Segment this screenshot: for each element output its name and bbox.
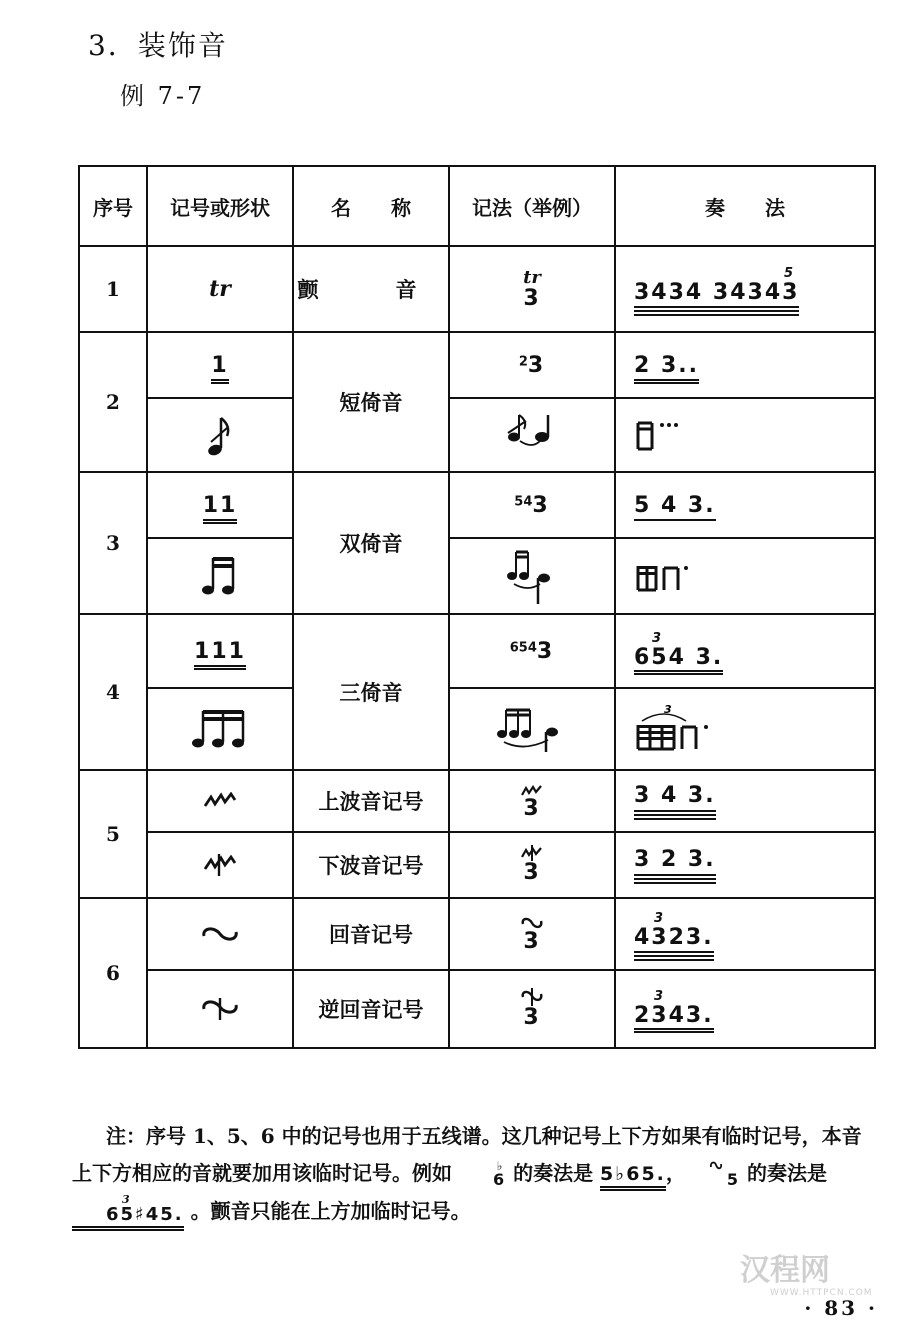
performance-text: 3 2 3. [634,847,716,884]
note-example-2-perf-wrap [72,1194,184,1230]
main-note: 3 [536,638,555,664]
row-name: 上波音记号 [293,770,449,832]
note-example-1 [459,1160,506,1189]
table-row [79,614,875,688]
note-example-2 [693,1160,740,1189]
grace-digit-symbol: 111 [194,639,246,670]
note-example-1-performance: 5♭65. [600,1163,666,1191]
section-heading: 3．装饰音 [88,29,228,62]
grace-digit-symbol: 11 [203,493,238,524]
row-num: 5 [79,770,147,898]
performance-text: 2 3.. [634,353,699,384]
row-num: 1 [79,246,147,332]
lower-mordent-icon [147,832,293,898]
example-label: 例 7-7 [120,82,206,110]
sixteenth-notes-icon [147,538,293,614]
turn-icon [147,898,293,970]
performance-cell [615,970,875,1048]
notation-cell [449,832,615,898]
table-row [79,332,875,398]
row-num: 6 [79,898,147,1048]
rhythm-performance-icon [615,688,875,770]
note-text-1: 注：序号 1、5、6 中的记号也用于五线谱。这几种记号上下方如果有临时记号，本音上下方相应的音就要加用该临时记号。例如 [72,1124,862,1185]
trill-symbol: tr [147,246,293,332]
notation-cell [449,770,615,832]
performance-text: 3 4 3. [634,783,716,820]
double-grace-staff-icon [449,538,615,614]
main-note: 3 [532,492,550,518]
main-note: 3 [527,352,546,378]
main-note: 3 [523,286,541,312]
performance-text: 654 3. [634,646,723,675]
turn-icon [520,916,544,930]
watermark-url: WWW.HTTPCN.COM [770,1288,873,1298]
performance-cell [615,246,875,332]
page-number: · 83 · [804,1296,878,1320]
tuplet-number: 5 [784,266,794,282]
upper-mordent-icon [147,770,293,832]
table-header-row [79,166,875,246]
tuplet-number: 3 [122,1193,130,1207]
row-name: 颤 音 [293,246,449,332]
grace-staff-icon [449,398,615,472]
performance-cell [615,770,875,832]
notation-cell [449,246,615,332]
performance-text: 4323. [634,926,714,961]
thirtysecond-notes-icon [147,688,293,770]
rhythm-performance-icon [615,538,875,614]
svg-text:3: 3 [664,703,672,716]
table-row [79,832,875,898]
flat-icon: ♭ [496,1158,503,1173]
grace-note: 654 [509,640,537,656]
table-row [79,688,875,770]
row-name: 双倚音 [293,472,449,614]
notation-cell [449,898,615,970]
sharp-turn-icon [709,1160,723,1172]
footnote: 注：序号 1、5、6 中的记号也用于五线谱。这几种记号上下方如果有临时记号，本音上下方相应的音就要加用该临时记号。例如 ♭ 6 的奏法是 5♭65.， 5 的奏法是 3 65♯45. 。颤音只能在上方加临时记号。 [72,1118,872,1231]
lower-mordent-icon [521,845,543,861]
performance-cell [615,832,875,898]
grace-digit-symbol: 1 [211,353,228,384]
header-notation: 记法（举例） [449,166,615,246]
header-name: 名 称 [293,166,449,246]
row-num: 4 [79,614,147,770]
header-performance: 奏 法 [615,166,875,246]
header-seq: 序号 [79,166,147,246]
symbol-cell [147,472,293,538]
notation-cell [449,472,615,538]
table-row [79,538,875,614]
note-text-3: 的奏法是 [746,1161,827,1185]
performance-text: 5 4 3. [634,493,716,521]
row-num: 2 [79,332,147,472]
note-example-2-performance: 65♯45. [72,1206,184,1231]
main-note: 3 [523,860,541,886]
note-text-4: 。颤音只能在上方加临时记号。 [190,1199,471,1223]
table-row [79,970,875,1048]
note-example-1-note: 6 [492,1170,507,1190]
row-num: 3 [79,472,147,614]
notation-cell [449,332,615,398]
notation-cell [449,970,615,1048]
performance-cell [615,472,875,538]
inverted-turn-icon [147,970,293,1048]
eighth-note-icon [147,398,293,472]
table-row [79,246,875,332]
row-name: 回音记号 [293,898,449,970]
note-example-2-note: 5 [726,1170,740,1190]
grace-note: 54 [514,494,533,510]
table-row [79,770,875,832]
tuplet-number: 3 [654,911,664,927]
table-row [79,398,875,472]
ornament-table [78,165,876,1049]
note-text-2: 的奏法是 [513,1161,594,1185]
performance-cell [615,898,875,970]
grace-note: 2 [518,354,528,370]
main-note: 3 [523,795,541,821]
main-note: 3 [523,928,541,954]
row-name: 逆回音记号 [293,970,449,1048]
row-name: 三倚音 [293,614,449,770]
row-name: 短倚音 [293,332,449,472]
table-row [79,898,875,970]
inverted-turn-icon [520,988,544,1006]
performance-text: 2343. [634,1004,714,1033]
performance-cell [615,614,875,688]
symbol-cell [147,614,293,688]
watermark-logo: 汉程网 [740,1253,830,1288]
trill-mark: tr [523,266,541,288]
triple-grace-staff-icon [449,688,615,770]
main-note: 3 [523,1005,541,1031]
notation-cell [449,614,615,688]
performance-text: 3434 34343 [634,281,799,316]
tuplet-number: 3 [654,989,664,1005]
row-name: 下波音记号 [293,832,449,898]
performance-cell [615,332,875,398]
symbol-cell [147,332,293,398]
table-row [79,472,875,538]
tuplet-number: 3 [652,631,662,647]
header-symbol: 记号或形状 [147,166,293,246]
rhythm-performance-icon [615,398,875,472]
